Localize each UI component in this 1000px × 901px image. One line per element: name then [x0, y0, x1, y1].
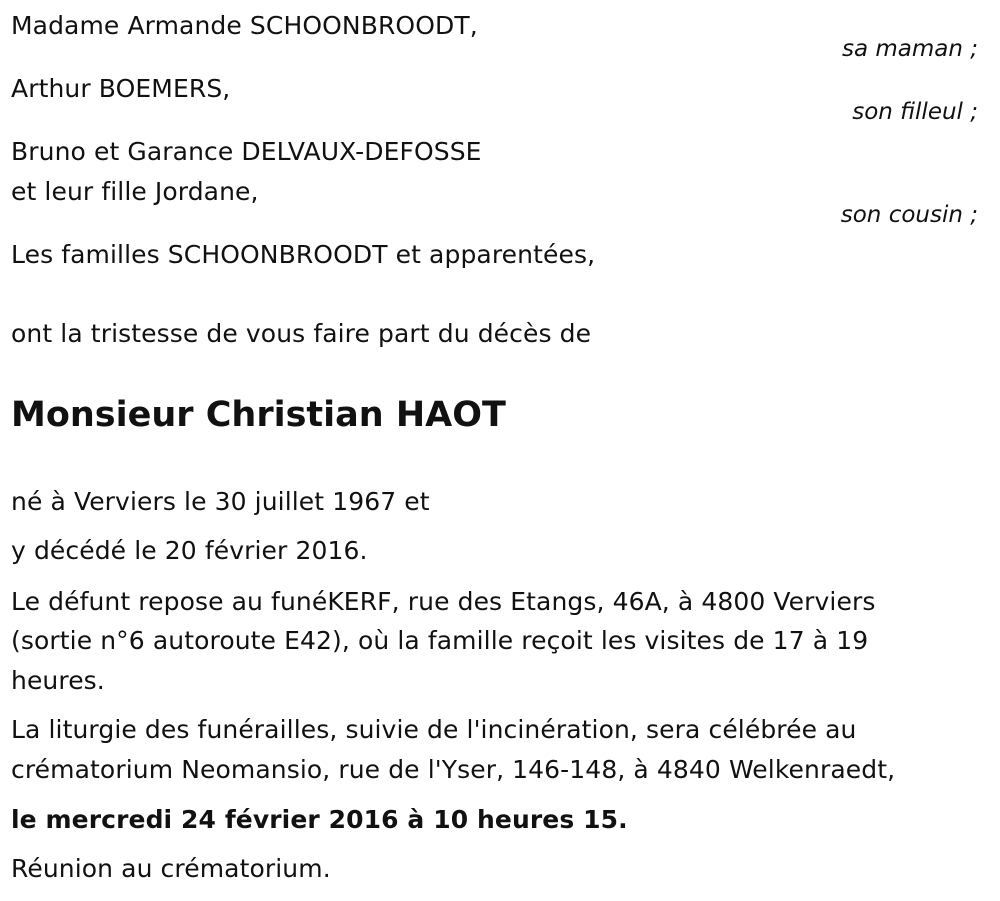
- liturgy-line: La liturgie des funérailles, suivie de l'incinération, sera célébrée au: [11, 715, 857, 744]
- family-member-name: Madame Armande SCHOONBROODT,: [11, 11, 478, 40]
- meeting-info: Réunion au crématorium.: [11, 854, 331, 883]
- rest-location-line: heures.: [11, 666, 105, 695]
- intro-text: ont la tristesse de vous faire part du décès de: [11, 319, 592, 348]
- birth-info: né à Verviers le 30 juillet 1967 et: [11, 487, 430, 516]
- family-member-name: Bruno et Garance DELVAUX-DEFOSSE: [11, 137, 482, 166]
- family-member-name-continued: et leur fille Jordane,: [11, 177, 259, 206]
- deceased-name: Monsieur Christian HAOT: [11, 395, 506, 435]
- rest-location-line: Le défunt repose au funéKERF, rue des Etangs, 46A, à 4800 Verviers: [11, 587, 876, 616]
- ceremony-date: le mercredi 24 février 2016 à 10 heures 15.: [11, 805, 628, 834]
- family-member-relation: son cousin ;: [840, 202, 978, 228]
- death-info: y décédé le 20 février 2016.: [11, 536, 368, 565]
- family-member-name: Arthur BOEMERS,: [11, 74, 231, 103]
- rest-location-line: (sortie n°6 autoroute E42), où la famille reçoit les visites de 17 à 19: [11, 626, 869, 655]
- family-member-relation: sa maman ;: [841, 36, 978, 62]
- family-member-relation: son filleul ;: [852, 99, 978, 125]
- liturgy-line: crématorium Neomansio, rue de l'Yser, 146-148, à 4840 Welkenraedt,: [11, 755, 896, 784]
- family-group: Les familles SCHOONBROODT et apparentées,: [11, 240, 596, 269]
